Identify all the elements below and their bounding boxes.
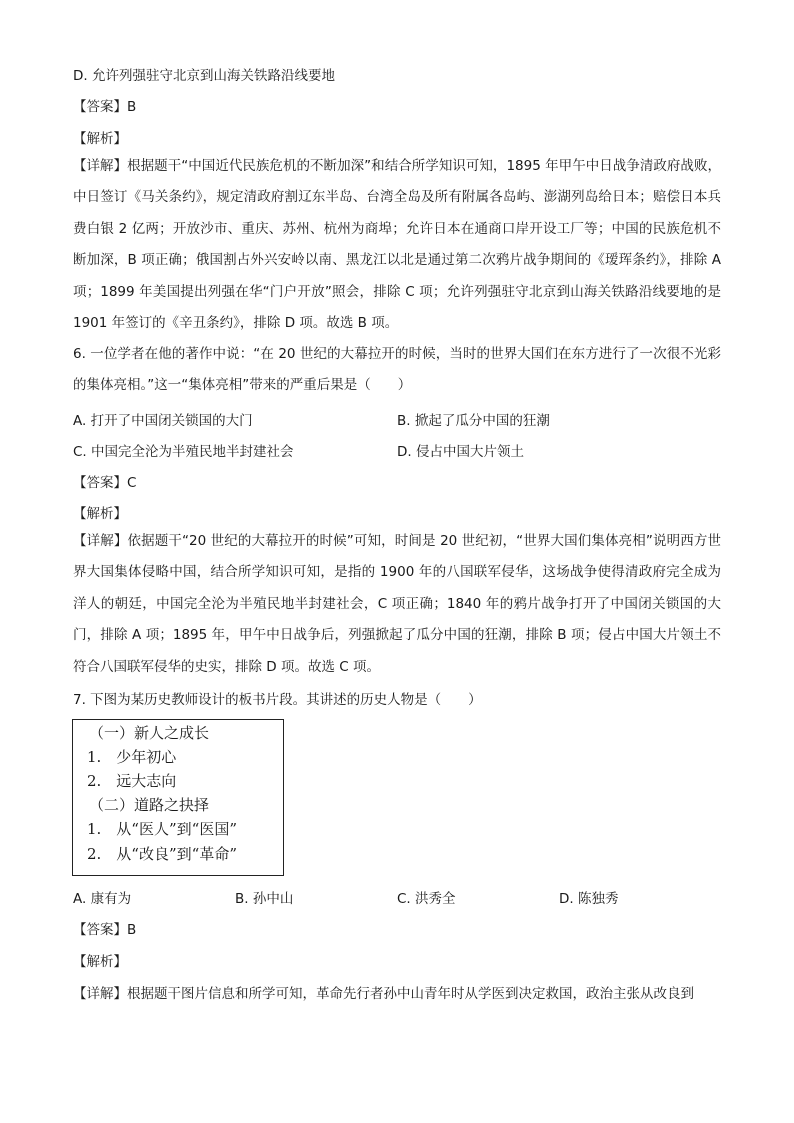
board-item-1-2: 2. 远大志向 xyxy=(87,772,177,790)
board-item-2-2: 2. 从“改良”到“革命” xyxy=(87,845,237,863)
q5-analysis-label: 【解析】 xyxy=(73,131,127,147)
q6-answer: 【答案】C xyxy=(73,475,137,491)
q7-option-d: D. 陈独秀 xyxy=(559,891,619,907)
q6-detail: 【详解】依据题干“20 世纪的大幕拉开的时候”可知，时间是 20 世纪初，“世界大国们集体亮相”说明西方世界大国集体侵略中国，结合所学知识可知，是指的 1900 年的八国联军侵华，这场战争使得清政府完全成为洋人的朝廷，中国完全沦为半殖民地半封建社会，C 项正确；1840 年的鸦片战争打开了中国闭关锁国的大门，排除 A 项；1895 年，甲午中日战争后，列强掀起了瓜分中国的狂潮，排除 B 项；侵占中国大片领土不符合八国联军侵华的史实，排除 D 项。故选 C 项。 xyxy=(73,533,721,675)
board-heading-2: （二）道路之抉择 xyxy=(89,796,210,814)
board-item-2-1: 1. 从“医人”到“医国” xyxy=(87,820,237,838)
q5-detail: 【详解】根据题干“中国近代民族危机的不断加深”和结合所学知识可知，1895 年甲午中日战争清政府战败，中日签订《马关条约》，规定清政府割辽东半岛、台湾全岛及所有附属各岛屿、澎湖列岛给日本；赔偿日本兵费白银 2 亿两；开放沙市、重庆、苏州、杭州为商埠；允许日本在通商口岸开设工厂等；中国的民族危机不断加深，B 项正确；俄国割占外兴安岭以南、黑龙江以北是通过第二次鸦片战争期间的《瑷珲条约》，排除 A 项；1899 年美国提出列强在华“门户开放”照会，排除 C 项；允许列强驻守北京到山海关铁路沿线要地的是 1901 年签订的《辛丑条约》，排除 D 项。故选 B 项。 xyxy=(73,158,721,332)
q6-option-c: C. 中国完全沦为半殖民地半封建社会 xyxy=(73,444,294,460)
q7-option-a: A. 康有为 xyxy=(73,891,132,907)
board-item-1-1: 1. 少年初心 xyxy=(87,748,177,766)
q6-option-a: A. 打开了中国闭关锁国的大门 xyxy=(73,413,253,429)
q5-option-d: D. 允许列强驻守北京到山海关铁路沿线要地 xyxy=(73,68,335,84)
q7-stem: 7. 下图为某历史教师设计的板书片段。其讲述的历史人物是（ ） xyxy=(73,692,482,708)
q7-analysis-label: 【解析】 xyxy=(73,954,127,970)
q6-stem: 6. 一位学者在他的著作中说：“在 20 世纪的大幕拉开的时候，当时的世界大国们在东方进行了一次很不光彩的集体亮相。”这一“集体亮相”带来的严重后果是（ ） xyxy=(73,346,721,394)
blackboard-excerpt-box xyxy=(72,719,284,876)
q7-option-b: B. 孙中山 xyxy=(235,891,294,907)
q6-option-b: B. 掀起了瓜分中国的狂潮 xyxy=(397,413,550,429)
q7-detail: 【详解】根据题干图片信息和所学可知，革命先行者孙中山青年时从学医到决定救国，政治主张从改良到 xyxy=(73,986,694,1002)
board-heading-1: （一）新人之成长 xyxy=(89,724,210,742)
q5-answer: 【答案】B xyxy=(73,99,137,115)
q7-answer: 【答案】B xyxy=(73,922,137,938)
q7-option-c: C. 洪秀全 xyxy=(397,891,456,907)
q6-option-d: D. 侵占中国大片领土 xyxy=(397,444,524,460)
q6-analysis-label: 【解析】 xyxy=(73,506,127,522)
